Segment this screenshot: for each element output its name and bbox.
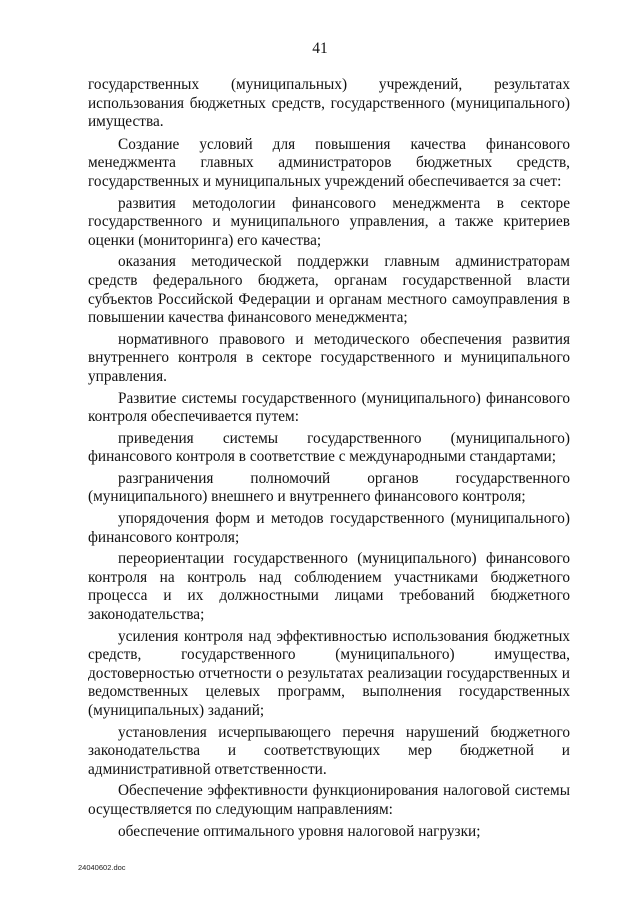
paragraph-13: Обеспечение эффективности функционирования налоговой системы осуществляется по следующим направлениям:: [88, 782, 570, 818]
footer-filename: 24040602.doc: [78, 863, 126, 872]
paragraph-8: разграничения полномочий органов государственного (муниципального) внешнего и внутреннего финансового контроля;: [88, 469, 570, 506]
paragraph-14: обеспечение оптимального уровня налоговой нагрузки;: [118, 822, 481, 840]
paragraph-9: упорядочения форм и методов государственного (муниципального) финансового контроля;: [88, 510, 570, 546]
page-number: 41: [312, 40, 328, 57]
paragraph-10: переориентации государственного (муниципального) финансового контроля на контроль над соблюдением участниками бюджетного процесса и их должностными лицами требований бюджетного законодательства;: [88, 550, 570, 624]
paragraph-3: развития методологии финансового менеджмента в секторе государственного и муниципального управления, а также критериев оценки (мониторинга) его качества;: [88, 194, 570, 249]
paragraph-12: установления исчерпывающего перечня нарушений бюджетного законодательства и соответствующих мер бюджетной и административной ответственности.: [88, 723, 570, 778]
paragraph-11: усиления контроля над эффективностью использования бюджетных средств, государственного (муниципального) имущества, достоверностью отчетности о результатах реализации государственных и ведомственных целевых программ, выполнения государственных (муниципальных) заданий;: [88, 627, 570, 719]
paragraph-5: нормативного правового и методического обеспечения развития внутреннего контроля в секторе государственного и муниципального управления.: [88, 330, 570, 385]
paragraph-4: оказания методической поддержки главным администраторам средств федерального бюджета, органам государственной власти субъектов Российской Федерации и органам местного самоуправления в повышении качества финансового менеджмента;: [88, 253, 570, 327]
document-body: [88, 76, 570, 841]
paragraph-7: приведения системы государственного (муниципального) финансового контроля в соответствие с международными стандартами;: [88, 429, 570, 466]
paragraph-2: Создание условий для повышения качества финансового менеджмента главных администраторов бюджетных средств, государственных и муниципальных учреждений обеспечивается за счет:: [88, 135, 570, 190]
paragraph-6: Развитие системы государственного (муниципального) финансового контроля обеспечивается путем:: [88, 389, 570, 426]
paragraph-1: государственных (муниципальных) учреждений, результатах использования бюджетных средств, государственного (муниципального) имущества.: [88, 76, 570, 131]
